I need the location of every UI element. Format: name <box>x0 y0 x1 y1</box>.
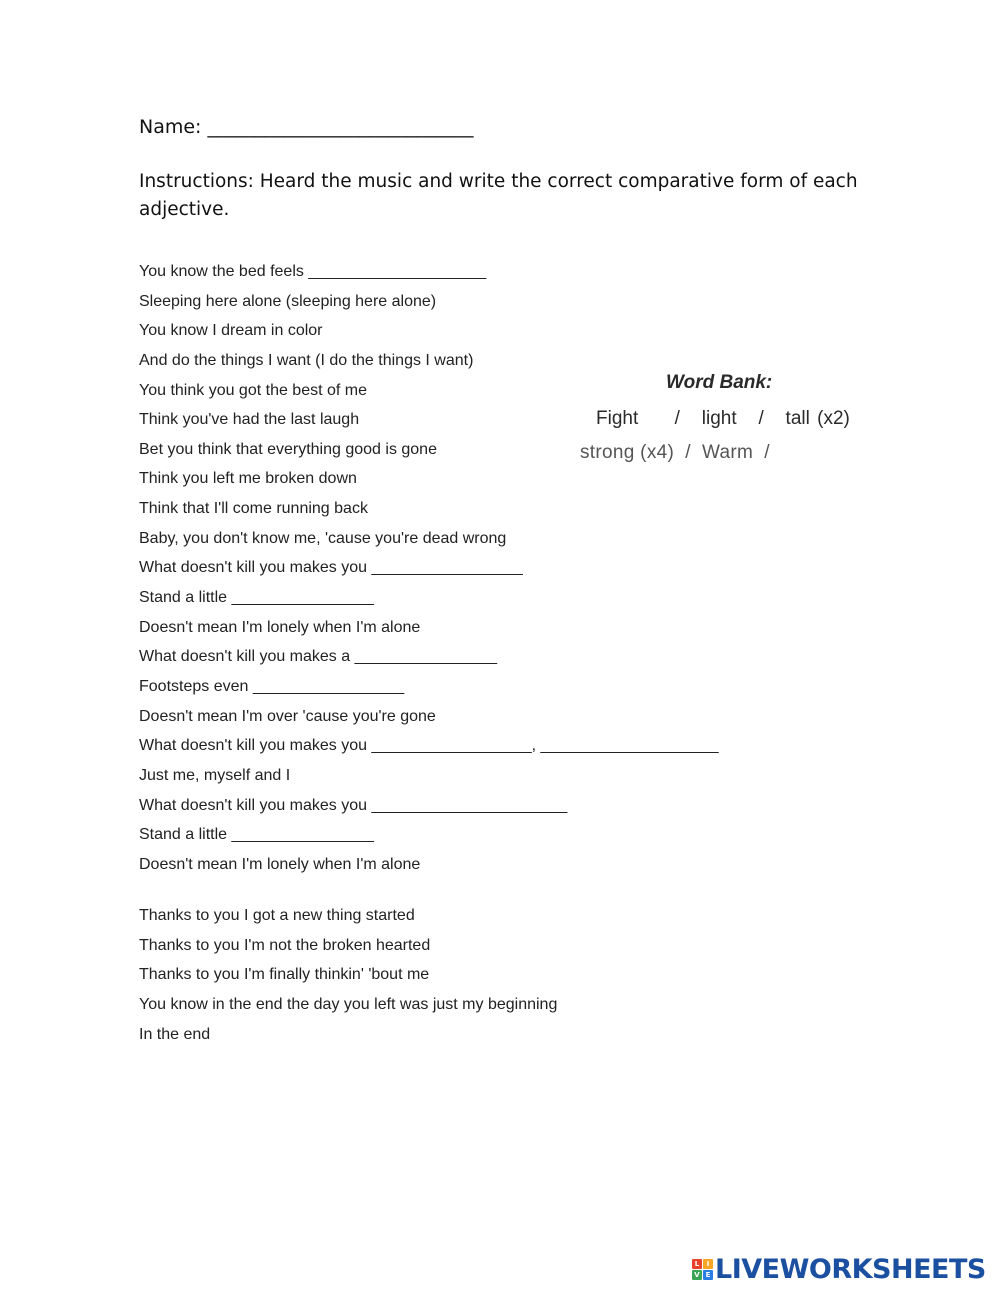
liveworksheets-logo-text: LIVEWORKSHEETS <box>715 1253 986 1285</box>
lyric-line: Doesn't mean I'm lonely when I'm alone <box>139 618 421 636</box>
lyric-line: You think you got the best of me <box>139 381 368 399</box>
lyric-line: Thanks to you I got a new thing started <box>139 907 415 924</box>
lyric-line: What doesn't kill you makes you _________________ <box>139 559 523 577</box>
lyric-line: Stand a little ________________ <box>139 826 374 844</box>
lyric-line: Think that I'll come running back <box>139 500 368 518</box>
liveworksheets-logo-icon <box>692 1259 713 1280</box>
lyric-line: In the end <box>139 1025 211 1043</box>
logo-square-green: V <box>692 1270 702 1280</box>
lyric-line: Thanks to you I'm not the broken hearted <box>139 936 431 954</box>
lyric-line: What doesn't kill you makes you ______________________ <box>139 796 568 814</box>
name-field-label: Name: ____________________________ <box>139 116 474 138</box>
liveworksheets-logo <box>692 1253 986 1285</box>
lyric-line: Doesn't mean I'm lonely when I'm alone <box>139 855 421 873</box>
lyrics-list-part2 <box>139 905 557 1053</box>
lyric-line: What doesn't kill you makes you __________________, ____________________ <box>139 737 719 755</box>
word-bank-line-2: strong (x4) / Warm / <box>580 442 770 463</box>
lyric-line: You know I dream in color <box>139 322 323 340</box>
lyric-line: Footsteps even _________________ <box>139 677 405 695</box>
logo-square-orange: I <box>703 1259 713 1269</box>
lyric-line: Bet you think that everything good is gone <box>139 440 437 458</box>
instructions-text: Instructions: Heard the music and write the correct comparative form of each adjective. <box>139 171 858 220</box>
lyric-line: Doesn't mean I'm over 'cause you're gone <box>139 707 436 725</box>
lyric-line: Thanks to you I'm finally thinkin' 'bout me <box>139 966 430 984</box>
logo-square-red: L <box>692 1259 702 1269</box>
lyric-line: Just me, myself and I <box>139 766 291 784</box>
logo-square-blue: E <box>703 1270 713 1280</box>
word-bank-box <box>560 348 940 498</box>
lyric-line: You know in the end the day you left was just my beginning <box>139 995 558 1013</box>
lyric-line: You know the bed feels ____________________ <box>139 263 487 280</box>
lyric-line: Sleeping here alone (sleeping here alone) <box>139 292 437 310</box>
lyric-line: Think you left me broken down <box>139 470 357 488</box>
lyric-line: And do the things I want (I do the things I want) <box>139 351 474 369</box>
word-bank-title: Word Bank: <box>666 372 773 393</box>
word-bank-line-1: Fight / light / tall (x2) <box>596 408 850 429</box>
lyric-line: Stand a little ________________ <box>139 589 374 607</box>
lyric-line: What doesn't kill you makes a ________________ <box>139 648 497 666</box>
lyric-line: Think you've had the last laugh <box>139 411 360 429</box>
lyric-line: Baby, you don't know me, 'cause you're dead wrong <box>139 529 507 547</box>
